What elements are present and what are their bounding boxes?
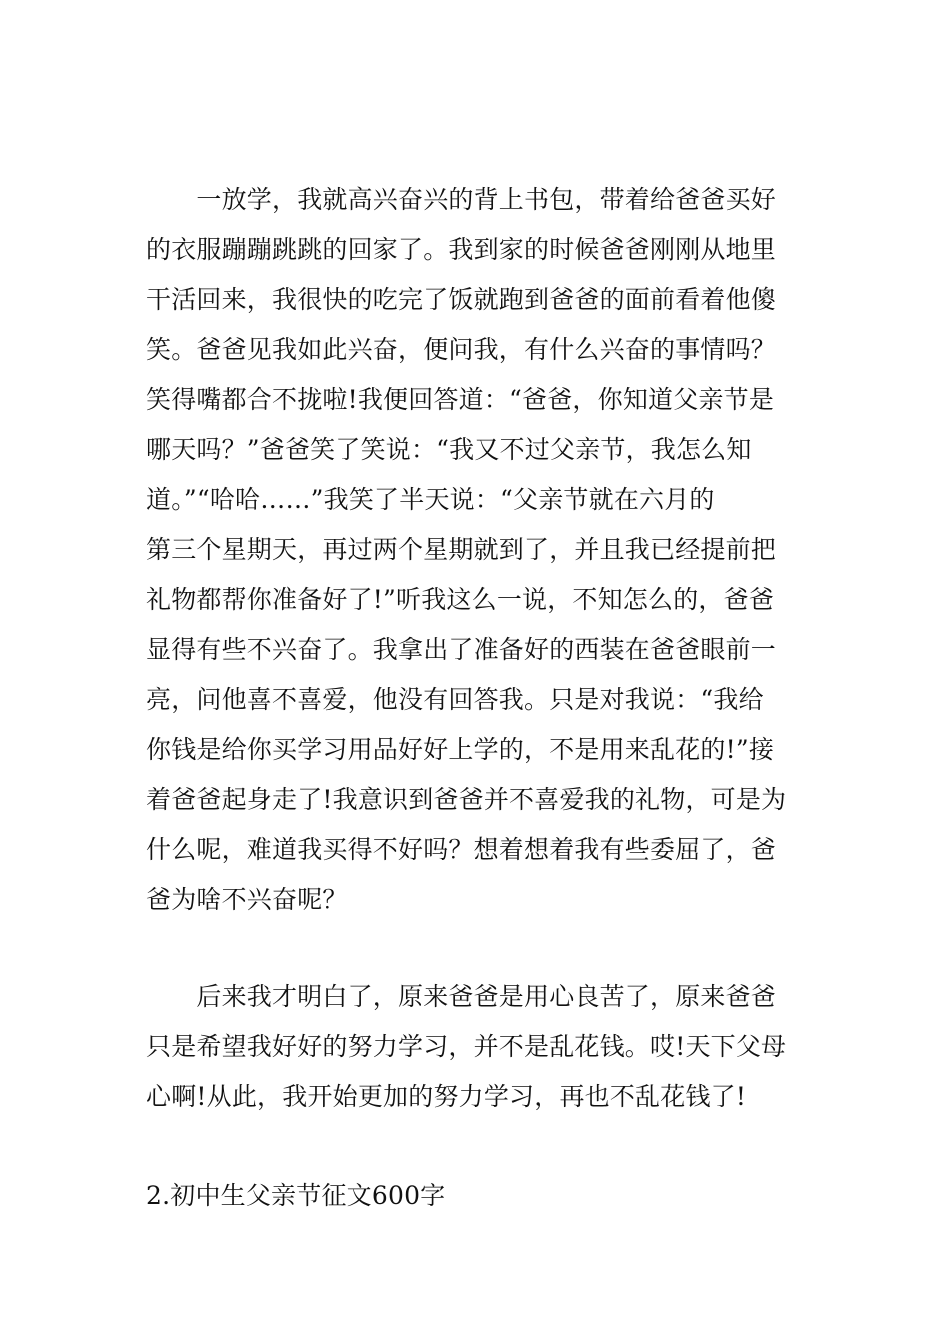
text-line: 你钱是给你买学习用品好好上学的，不是用来乱花的!”接 <box>146 735 775 764</box>
text-line: 后来我才明白了，原来爸爸是用心良苦了，原来爸爸 <box>146 982 777 1011</box>
text-line: 什么呢，难道我买得不好吗？想着想着我有些委屈了，爸 <box>146 835 777 864</box>
text-line: 的衣服蹦蹦跳跳的回家了。我到家的时候爸爸刚刚从地里 <box>146 235 777 264</box>
text-line: 笑得嘴都合不拢啦!我便回答道：“爸爸，你知道父亲节是 <box>146 385 775 414</box>
paragraph-1 <box>146 175 810 925</box>
text-line: 道。”“哈哈……”我笑了半天说：“父亲节就在六月的 <box>146 485 715 514</box>
text-line: 着爸爸起身走了!我意识到爸爸并不喜爱我的礼物，可是为 <box>146 785 787 814</box>
text-line: 心啊!从此，我开始更加的努力学习，再也不乱花钱了! <box>146 1082 747 1111</box>
heading-text: 2.初中生父亲节征文600字 <box>146 1181 446 1210</box>
text-line: 哪天吗？”爸爸笑了笑说：“我又不过父亲节，我怎么知 <box>146 435 752 464</box>
text-line: 亮，问他喜不喜爱，他没有回答我。只是对我说：“我给 <box>146 685 764 714</box>
text-line: 爸为啥不兴奋呢？ <box>146 885 348 914</box>
text-line: 只是希望我好好的努力学习，并不是乱花钱。哎!天下父母 <box>146 1032 787 1061</box>
text-line: 干活回来，我很快的吃完了饭就跑到爸爸的面前看着他傻 <box>146 285 777 314</box>
text-line: 显得有些不兴奋了。我拿出了准备好的西装在爸爸眼前一 <box>146 635 777 664</box>
text-line: 礼物都帮你准备好了!”听我这么一说，不知怎么的，爸爸 <box>146 585 775 614</box>
section-heading <box>146 1171 810 1221</box>
text-line: 一放学，我就高兴奋兴的背上书包，带着给爸爸买好 <box>146 185 777 214</box>
paragraph-2 <box>146 972 810 1122</box>
text-line: 第三个星期天，再过两个星期就到了，并且我已经提前把 <box>146 535 777 564</box>
text-line: 笑。爸爸见我如此兴奋，便问我，有什么兴奋的事情吗？ <box>146 335 777 364</box>
